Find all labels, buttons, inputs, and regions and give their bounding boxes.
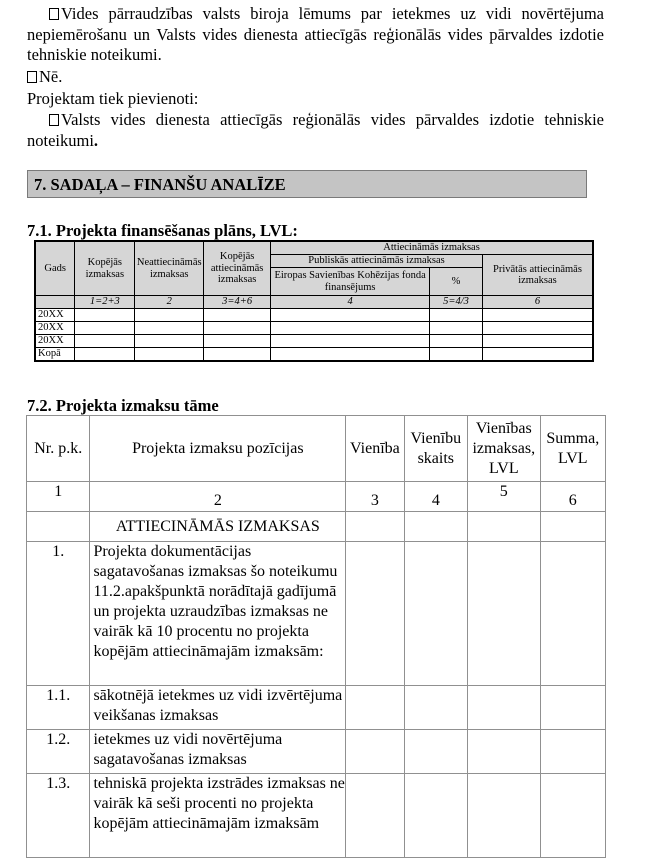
estimate-row <box>27 542 606 686</box>
fin-col-private: Privātās attiecināmās izmaksas <box>482 255 593 296</box>
finance-table <box>34 240 594 362</box>
fin-row-year: Kopā <box>35 348 75 362</box>
est-index-cell: 4 <box>404 482 467 512</box>
fin-index-row <box>35 296 593 309</box>
fin-cell[interactable] <box>482 309 593 322</box>
fin-cell[interactable] <box>482 335 593 348</box>
finance-heading: 7.1. Projekta finansēšanas plāns, LVL: <box>27 221 298 240</box>
est-cell[interactable] <box>468 730 541 774</box>
est-index-cell: 1 <box>27 482 90 512</box>
fin-col-year: Gads <box>35 241 75 296</box>
fin-col-total: Kopējās izmaksas <box>75 241 135 296</box>
fin-cell[interactable] <box>135 309 204 322</box>
fin-cell[interactable] <box>271 309 430 322</box>
fin-cell[interactable] <box>204 309 271 322</box>
est-row-text: tehniskā projekta izstrādes izmaksas ne vairāk kā seši procenti no projekta kopējām attiecināmajām izmaksām <box>90 774 346 858</box>
checkbox-no[interactable] <box>27 71 37 83</box>
fin-cell[interactable] <box>135 335 204 348</box>
fin-col-non-eligible: Neattiecināmās izmaksas <box>135 241 204 296</box>
est-cell[interactable] <box>404 542 467 686</box>
fin-col-eu: Eiropas Savienības Kohēzijas fonda finansējums <box>271 268 430 296</box>
fin-cell[interactable] <box>75 348 135 362</box>
fin-cell[interactable] <box>204 322 271 335</box>
fin-cell[interactable] <box>75 309 135 322</box>
fin-row <box>35 335 593 348</box>
est-row-nr: 1.1. <box>27 686 90 730</box>
est-row-text: ietekmes uz vidi novērtējuma sagatavošanas izmaksas <box>90 730 346 774</box>
est-col-count: Vienību skaits <box>404 416 467 482</box>
option-decision <box>27 4 604 66</box>
est-cell[interactable] <box>468 686 541 730</box>
option-decision-text: Vides pārraudzības valsts biroja lēmums par ietekmes uz vidi novērtējuma nepiemērošanu un Valsts vides dienesta attiecīgās reģionālās vides pārvaldes izdotie tehniskie noteikumi. <box>27 4 604 64</box>
estimate-index-row <box>27 482 606 512</box>
fin-row <box>35 322 593 335</box>
fin-cell[interactable] <box>271 348 430 362</box>
est-index-cell: 3 <box>346 482 404 512</box>
est-cell[interactable] <box>346 730 404 774</box>
estimate-row <box>27 730 606 774</box>
estimate-row <box>27 774 606 858</box>
est-row-nr: 1.2. <box>27 730 90 774</box>
est-cell[interactable] <box>540 542 605 686</box>
fin-col-percent: % <box>430 268 483 296</box>
est-col-nr: Nr. p.k. <box>27 416 90 482</box>
fin-cell[interactable] <box>204 335 271 348</box>
fin-index-cell: 4 <box>271 296 430 309</box>
est-col-unit-cost: Vienības izmaksas, LVL <box>468 416 541 482</box>
fin-index-cell <box>35 296 75 309</box>
est-cell[interactable] <box>404 686 467 730</box>
est-cell <box>27 512 90 542</box>
est-cell[interactable] <box>468 542 541 686</box>
estimate-row <box>27 686 606 730</box>
estimate-table <box>26 415 606 858</box>
fin-group-public: Publiskās attiecināmās izmaksas <box>271 255 483 268</box>
attached-label: Projektam tiek pievienoti: <box>27 89 199 108</box>
section-title: 7. SADAĻA – FINANŠU ANALĪZE <box>27 170 587 198</box>
est-cell[interactable] <box>404 512 467 542</box>
est-cell[interactable] <box>540 774 605 858</box>
est-row-text: sākotnējā ietekmes uz vidi izvērtējuma veikšanas izmaksas <box>90 686 346 730</box>
est-cell[interactable] <box>346 512 404 542</box>
est-cell[interactable] <box>346 542 404 686</box>
fin-cell[interactable] <box>135 348 204 362</box>
fin-cell[interactable] <box>271 335 430 348</box>
fin-index-cell: 5=4/3 <box>430 296 483 309</box>
est-cell[interactable] <box>540 512 605 542</box>
fin-row <box>35 309 593 322</box>
fin-cell[interactable] <box>430 322 483 335</box>
fin-cell[interactable] <box>482 322 593 335</box>
est-cell[interactable] <box>404 774 467 858</box>
checkbox-decision[interactable] <box>49 8 59 20</box>
fin-row-total <box>35 348 593 362</box>
fin-cell[interactable] <box>482 348 593 362</box>
est-cell[interactable] <box>468 774 541 858</box>
fin-index-cell: 6 <box>482 296 593 309</box>
fin-index-cell: 1=2+3 <box>75 296 135 309</box>
est-group-label: ATTIECINĀMĀS IZMAKSAS <box>90 512 346 542</box>
fin-cell[interactable] <box>135 322 204 335</box>
est-row-text: Projekta dokumentācijas sagatavošanas izmaksas šo noteikumu 11.2.apakšpunktā norādītajā gadījumā un projekta uzraudzības izmaksas ne vairāk kā 10 procentu no projekta kopējām attiecināmajām izmaksām: <box>90 542 346 686</box>
fin-cell[interactable] <box>204 348 271 362</box>
attached-item-text: Valsts vides dienesta attiecīgās reģionālās vides pārvaldes izdotie tehniskie noteikumi <box>27 110 604 150</box>
option-no <box>27 67 62 88</box>
est-index-cell: 6 <box>540 482 605 512</box>
estimate-header-row <box>27 416 606 482</box>
est-cell[interactable] <box>468 512 541 542</box>
est-row-nr: 1. <box>27 542 90 686</box>
est-cell[interactable] <box>404 730 467 774</box>
est-index-cell: 2 <box>90 482 346 512</box>
fin-index-cell: 3=4+6 <box>204 296 271 309</box>
est-cell[interactable] <box>346 686 404 730</box>
est-index-cell: 5 <box>468 482 541 512</box>
fin-group-eligible: Attiecināmās izmaksas <box>271 241 593 255</box>
option-no-text: Nē. <box>39 67 63 86</box>
fin-cell[interactable] <box>430 309 483 322</box>
attached-item-end: . <box>93 130 99 150</box>
fin-index-cell: 2 <box>135 296 204 309</box>
fin-cell[interactable] <box>75 335 135 348</box>
estimate-group-row <box>27 512 606 542</box>
fin-cell[interactable] <box>75 322 135 335</box>
fin-cell[interactable] <box>430 335 483 348</box>
option-attached <box>27 110 604 151</box>
fin-row-year: 20XX <box>35 335 75 348</box>
fin-cell[interactable] <box>430 348 483 362</box>
est-col-unit: Vienība <box>346 416 404 482</box>
fin-row-year: 20XX <box>35 309 75 322</box>
estimate-heading: 7.2. Projekta izmaksu tāme <box>27 396 219 415</box>
fin-col-total-eligible: Kopējās attiecināmās izmaksas <box>204 241 271 296</box>
checkbox-attached[interactable] <box>49 114 59 126</box>
est-cell[interactable] <box>540 730 605 774</box>
est-col-sum: Summa, LVL <box>540 416 605 482</box>
est-cell[interactable] <box>346 774 404 858</box>
fin-row-year: 20XX <box>35 322 75 335</box>
fin-cell[interactable] <box>271 322 430 335</box>
est-col-position: Projekta izmaksu pozīcijas <box>90 416 346 482</box>
est-cell[interactable] <box>540 686 605 730</box>
est-row-nr: 1.3. <box>27 774 90 858</box>
